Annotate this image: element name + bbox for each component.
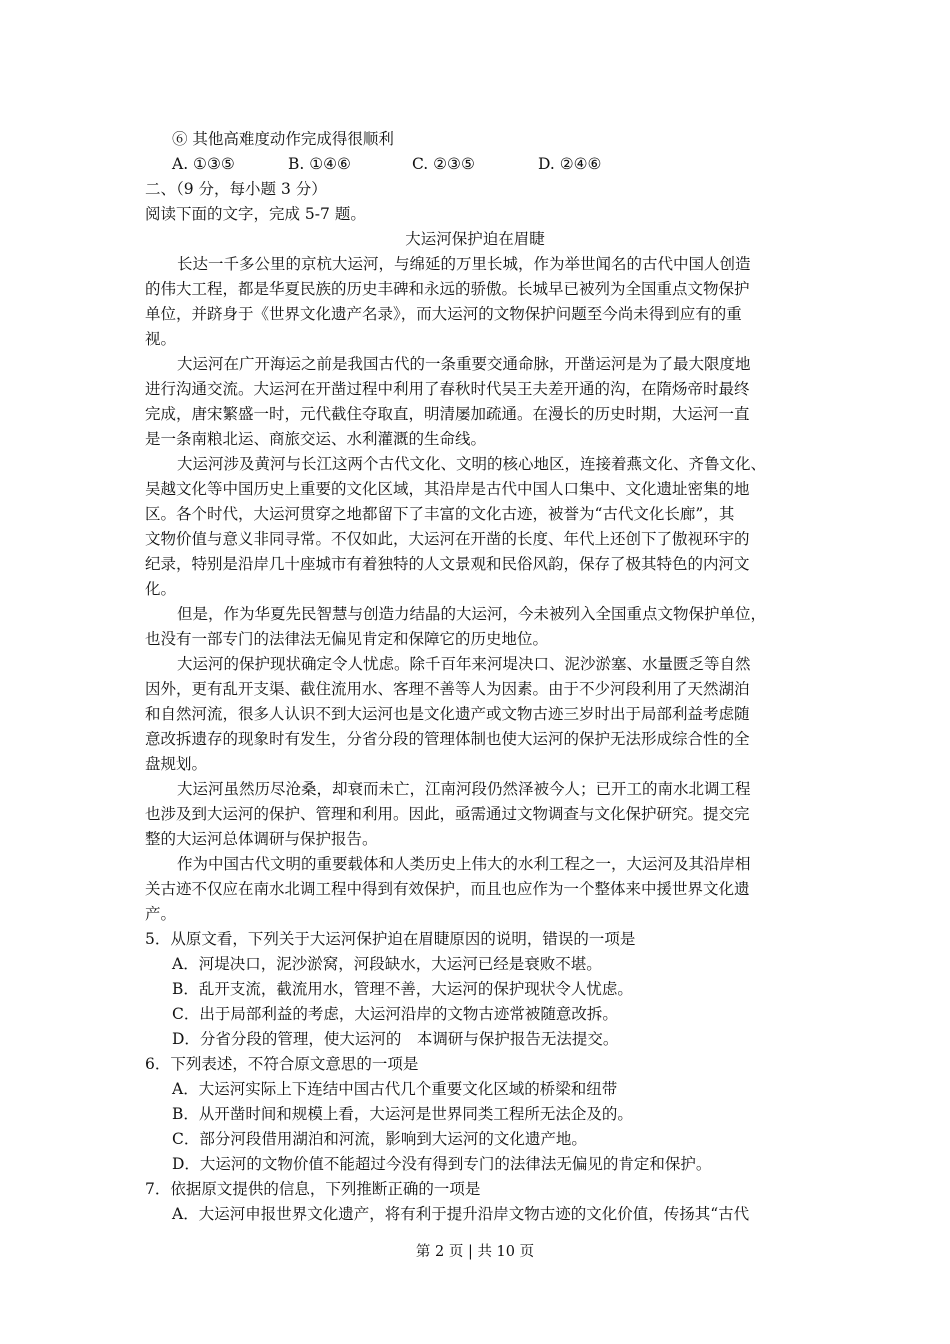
question-6-option: D．大运河的文物价值不能超过今没有得到专门的法律法无偏见的肯定和保护。: [172, 1155, 712, 1173]
p6-line: 整的大运河总体调研与保护报告。: [145, 830, 378, 848]
section-instruction: 阅读下面的文字，完成 5-7 题。: [145, 205, 366, 223]
p7-line: 作为中国古代文明的重要载体和人类历史上伟大的水利工程之一，大运河及其沿岸相: [177, 855, 751, 873]
question-7-option: A．大运河申报世界文化遗产，将有利于提升沿岸文物古迹的文化价值，传扬其“古代: [172, 1205, 750, 1223]
question-5-option: C．出于局部利益的考虑，大运河沿岸的文物古迹常被随意改拆。: [172, 1005, 618, 1023]
p7-line: 产。: [145, 905, 177, 923]
p4-line: 但是，作为华夏先民智慧与创造力结晶的大运河，今未被列入全国重点文物保护单位，: [177, 605, 767, 623]
p1-line: 长达一千多公里的京杭大运河，与绵延的万里长城，作为举世闻名的古代中国人创造: [177, 255, 751, 273]
question-5-option: B．乱开支流，截流用水，管理不善，大运河的保护现状令人忧虑。: [172, 980, 633, 998]
p3-line: 大运河涉及黄河与长江这两个古代文化、文明的核心地区，连接着燕文化、齐鲁文化、: [177, 455, 767, 473]
question-5-option: A．河堤决口，泥沙淤窝，河段缺水，大运河已经是衰败不堪。: [172, 955, 602, 973]
option-c: C. ②③⑤: [412, 155, 475, 173]
p7-line: 关古迹不仅应在南水北调工程中得到有效保护，而且也应作为一个整体来中援世界文化遗: [145, 880, 750, 898]
p5-line: 和自然河流，很多人认识不到大运河也是文化遗产或文物古迹三岁时出于局部利益考虑随: [145, 705, 750, 723]
p1-line: 视。: [145, 330, 177, 348]
option-a: A. ①③⑤: [172, 155, 235, 173]
answer-options-row: [172, 153, 601, 175]
p3-line: 文物价值与意义非同寻常。不仅如此，大运河在开凿的长度、年代上还创下了傲视环宇的: [145, 530, 750, 548]
p5-line: 大运河的保护现状确定令人忧虑。除千百年来河堤决口、泥沙淤塞、水量匮乏等自然: [177, 655, 751, 673]
option-d: D. ②④⑥: [538, 155, 602, 173]
p3-line: 区。各个时代，大运河贯穿之地都留下了丰富的文化古迹，被誉为“古代文化长廊”，其: [145, 505, 735, 523]
p5-line: 因外，更有乱开支渠、截住流用水、客理不善等人为因素。由于不少河段利用了天然湖泊: [145, 680, 750, 698]
p3-line: 化。: [145, 580, 177, 598]
item-6-text: ⑥ 其他高难度动作完成得很顺利: [172, 130, 394, 148]
p5-line: 盘规划。: [145, 755, 208, 773]
p5-line: 意改拆遗存的现象时有发生，分省分段的管理体制也使大运河的保护无法形成综合性的全: [145, 730, 750, 748]
p6-line: 大运河虽然历尽沧桑，却衰而未亡，江南河段仍然泽被今人；已开工的南水北调工程: [177, 780, 751, 798]
page-footer: 第 2 页 | 共 10 页: [415, 1244, 535, 1260]
p1-line: 单位，并跻身于《世界文化遗产名录》，而大运河的文物保护问题至今尚未得到应有的重: [145, 305, 742, 323]
article-title: 大运河保护迫在眉睫: [405, 230, 545, 248]
section-heading: 二、（9 分，每小题 3 分）: [145, 180, 327, 198]
question-6-option: B．从开凿时间和规模上看，大运河是世界同类工程所无法企及的。: [172, 1105, 633, 1123]
question-5-option: D．分省分段的管理，使大运河的 本调研与保护报告无法提交。: [172, 1030, 619, 1048]
p2-line: 进行沟通交流。大运河在开凿过程中利用了春秋时代吴王夫差开通的沟，在隋炀帝时最终: [145, 380, 750, 398]
p4-line: 也没有一部专门的法律法无偏见肯定和保障它的历史地位。: [145, 630, 549, 648]
option-b: B. ①④⑥: [288, 155, 351, 173]
question-6-option: A．大运河实际上下连结中国古代几个重要文化区域的桥梁和纽带: [172, 1080, 618, 1098]
p2-line: 完成，唐宋繁盛一时，元代截住夺取直，明清屡加疏通。在漫长的历史时期，大运河一直: [145, 405, 750, 423]
p1-line: 的伟大工程，都是华夏民族的历史丰碑和永远的骄傲。长城早已被列为全国重点文物保护: [145, 280, 750, 298]
p3-line: 纪录，特别是沿岸几十座城市有着独特的人文景观和民俗风韵，保存了极其特色的内河文: [145, 555, 750, 573]
p2-line: 大运河在广开海运之前是我国古代的一条重要交通命脉，开凿运河是为了最大限度地: [177, 355, 751, 373]
p2-line: 是一条南粮北运、商旅交运、水利灌溉的生命线。: [145, 430, 487, 448]
p3-line: 吴越文化等中国历史上重要的文化区域，其沿岸是古代中国人口集中、文化遗址密集的地: [145, 480, 750, 498]
question-5-stem: 5．从原文看，下列关于大运河保护迫在眉睫原因的说明，错误的一项是: [145, 930, 636, 948]
question-6-option: C．部分河段借用湖泊和河流，影响到大运河的文化遗产地。: [172, 1130, 587, 1148]
p6-line: 也涉及到大运河的保护、管理和利用。因此，亟需通过文物调查与文化保护研究。提交完: [145, 805, 750, 823]
question-6-stem: 6．下列表述，不符合原文意思的一项是: [145, 1055, 419, 1073]
question-7-stem: 7．依据原文提供的信息，下列推断正确的一项是: [145, 1180, 481, 1198]
